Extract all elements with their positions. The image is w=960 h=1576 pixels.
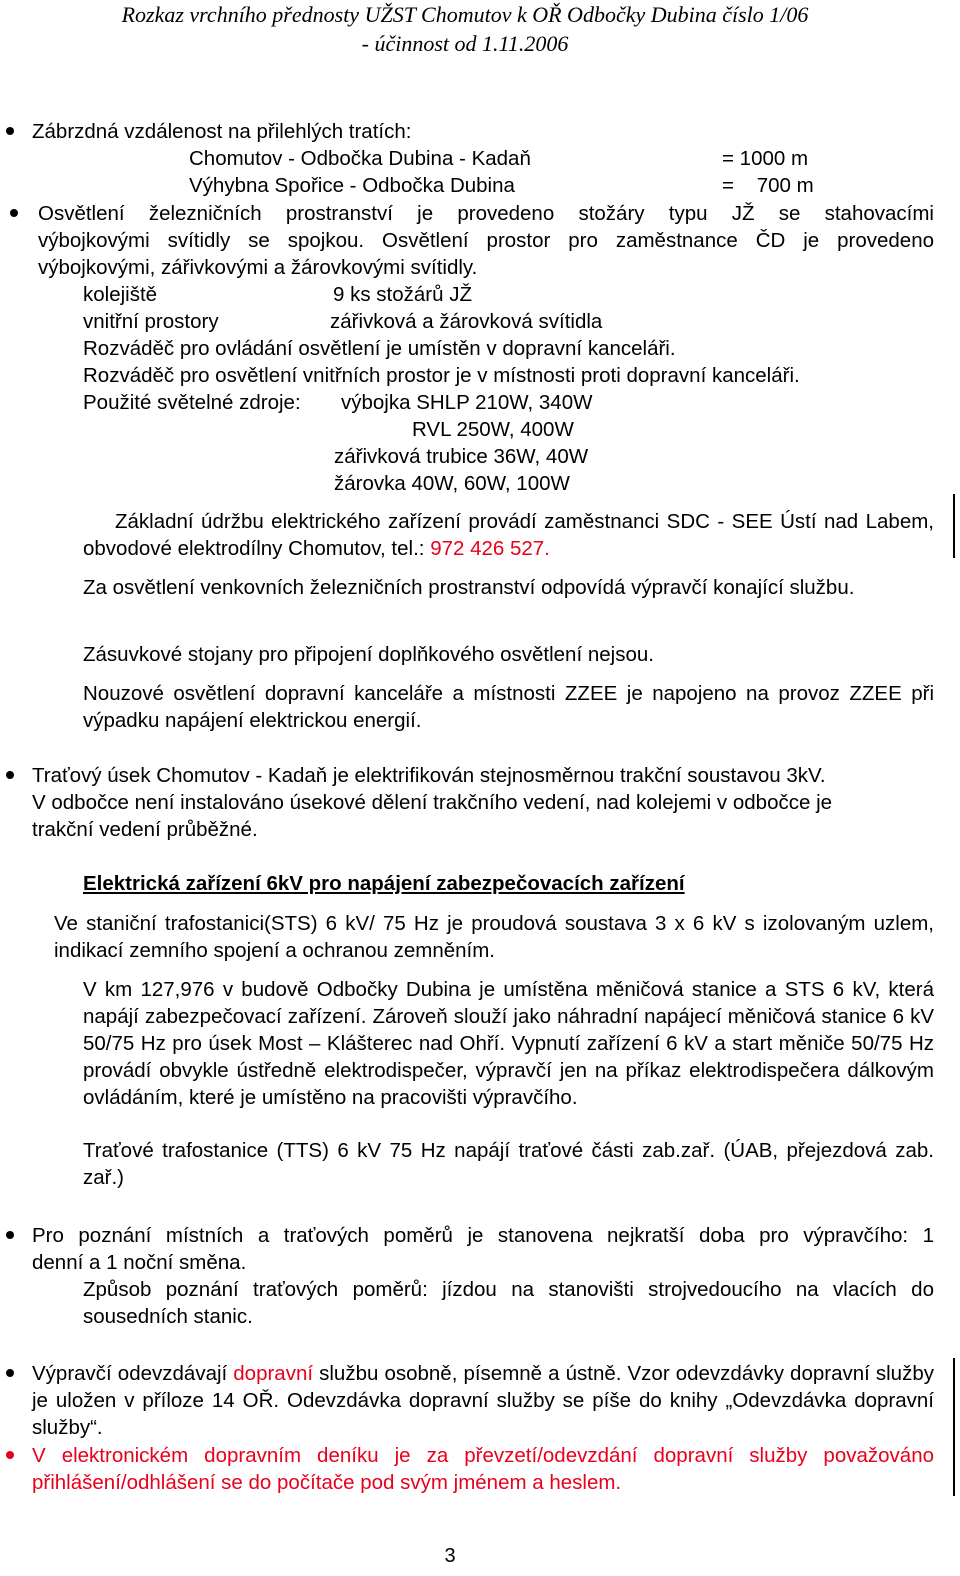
bullet-icon (10, 209, 18, 217)
light-sources-label: Použité světelné zdroje: (83, 391, 301, 414)
brake-value-2: = 700 m (722, 174, 814, 197)
brake-route-1: Chomutov - Odbočka Dubina - Kadaň (189, 147, 531, 170)
emergency-lighting-paragraph: Nouzové osvětlení dopravní kanceláře a místnosti ZZEE je napojeno na provoz ZZEE při výpadku napájení elektrickou energií. (83, 682, 934, 732)
tts-paragraph: Traťové trafostanice (TTS) 6 kV 75 Hz napájí traťové části zab.zař. (ÚAB, přejezdová zab. zař.) (83, 1139, 934, 1189)
document-header-validity: - účinnost od 1.11.2006 (361, 31, 569, 56)
traction-line-2: V odbočce není instalováno úsekové dělení trakčního vedení, nad kolejemi v odbočce je (32, 791, 833, 814)
page-number: 3 (444, 1545, 456, 1567)
light-source-item: RVL 250W, 400W (412, 418, 574, 441)
traction-line-1: Traťový úsek Chomutov - Kadaň je elektrifikován stejnosměrnou trakční soustavou 3kV. (32, 764, 826, 787)
document-header-title: Rozkaz vrchního přednosty UŽST Chomutov k OŘ Odbočky Dubina číslo 1/06 (121, 2, 809, 27)
lighting-paragraph-line-2: výbojkovými svítidly se spojkou. Osvětlení prostor pro zaměstnance ČD je provedeno (38, 229, 934, 252)
bullet-icon (6, 1451, 14, 1459)
lighting-paragraph-line-3: výbojkovými, zářivkovými a žárovkovými svítidly. (38, 256, 478, 279)
handover-text-post: službu osobně, písemně a ústně. Vzor odevzdávky dopravní služby je uložen v příloze 14 OŘ. Odevzdávka dopravní služby se píše do knihy „Odevzdávka dopravní služby“. (32, 1362, 934, 1439)
maintenance-phone: 972 426 527. (430, 537, 550, 560)
rozvadec-1: Rozváděč pro ovládání osvětlení je umístěn v dopravní kanceláři. (83, 337, 676, 360)
handover-red-word: dopravní (233, 1362, 314, 1385)
sockets-paragraph: Zásuvkové stojany pro připojení doplňkového osvětlení nejsou. (83, 643, 654, 666)
maintenance-text: Základní údržbu elektrického zařízení provádí zaměstnanci SDC - SEE Ústí nad Labem, obvodové elektrodílny Chomutov, tel.: (83, 510, 934, 560)
knowledge-line-1: Pro poznání místních a traťových poměrů je stanovena nejkratší doba pro výpravčího: 1 (32, 1224, 934, 1247)
bullet-icon (6, 771, 14, 779)
rozvadec-2: Rozváděč pro osvětlení vnitřních prostor je v místnosti proti dopravní kanceláři. (83, 364, 800, 387)
bullet-icon (6, 1369, 14, 1377)
section-heading-power: Elektrická zařízení 6kV pro napájení zabezpečovacích zařízení (83, 872, 685, 895)
change-bar (953, 494, 955, 558)
brake-distance-title: Zábrzdná vzdálenost na přilehlých tratích: (32, 120, 412, 143)
knowledge-method: Způsob poznání traťových poměrů: jízdou na stanovišti strojvedoucího na vlacích do sousedních stanic. (83, 1278, 934, 1328)
maintenance-paragraph (83, 508, 934, 562)
knowledge-line-2: denní a 1 noční směna. (32, 1251, 247, 1274)
traction-line-3: trakční vedení průběžné. (32, 818, 258, 841)
light-source-item: výbojka SHLP 210W, 340W (341, 391, 593, 414)
bullet-icon (6, 127, 14, 135)
sts-paragraph: Ve staniční trafostanici(STS) 6 kV/ 75 Hz je proudová soustava 3 x 6 kV s izolovaným uzlem, indikací zemního spojení a ochranou zemněním. (54, 912, 934, 962)
light-source-item: zářivková trubice 36W, 40W (334, 445, 589, 468)
brake-value-1: = 1000 m (722, 147, 809, 170)
electronic-diary-paragraph: V elektronickém dopravním deníku je za převzetí/odevzdání dopravní služby považováno přihlášení/odhlášení se do počítače pod svým jménem a heslem. (32, 1444, 934, 1494)
bullet-icon (6, 1231, 14, 1239)
handover-paragraph (32, 1360, 934, 1441)
km-paragraph: V km 127,976 v budově Odbočky Dubina je umístěna měničová stanice a STS 6 kV, která napájí zabezpečovací zařízení. Zároveň slouží jako náhradní napájecí měničová stanice 6 kV 50/75 Hz pro úsek Most – Klášterec nad Ohří. Vypnutí zařízení 6 kV a start měniče 50/75 Hz provádí obvykle ústředně elektrodispečer, výpravčí jen na příkaz elektrodispečera dálkovým ovládáním, které je umístěno na pracovišti výpravčího. (83, 978, 934, 1109)
kolejiste-label: kolejiště (83, 283, 158, 306)
light-source-item: žárovka 40W, 60W, 100W (334, 472, 570, 495)
lighting-paragraph-line-1: Osvětlení železničních prostranství je provedeno stožáry typu JŽ se stahovacími (38, 202, 934, 225)
brake-route-2: Výhybna Spořice - Odbočka Dubina (189, 174, 515, 197)
outdoor-lighting-paragraph: Za osvětlení venkovních železničních prostranství odpovídá výpravčí konající službu. (83, 576, 855, 599)
handover-text-pre: Výpravčí odevzdávají (32, 1362, 228, 1385)
kolejiste-value: 9 ks stožárů JŽ (333, 283, 472, 306)
vnitrni-value: zářivková a žárovková svítidla (330, 310, 603, 333)
vnitrni-label: vnitřní prostory (83, 310, 219, 333)
change-bar (953, 1358, 955, 1496)
